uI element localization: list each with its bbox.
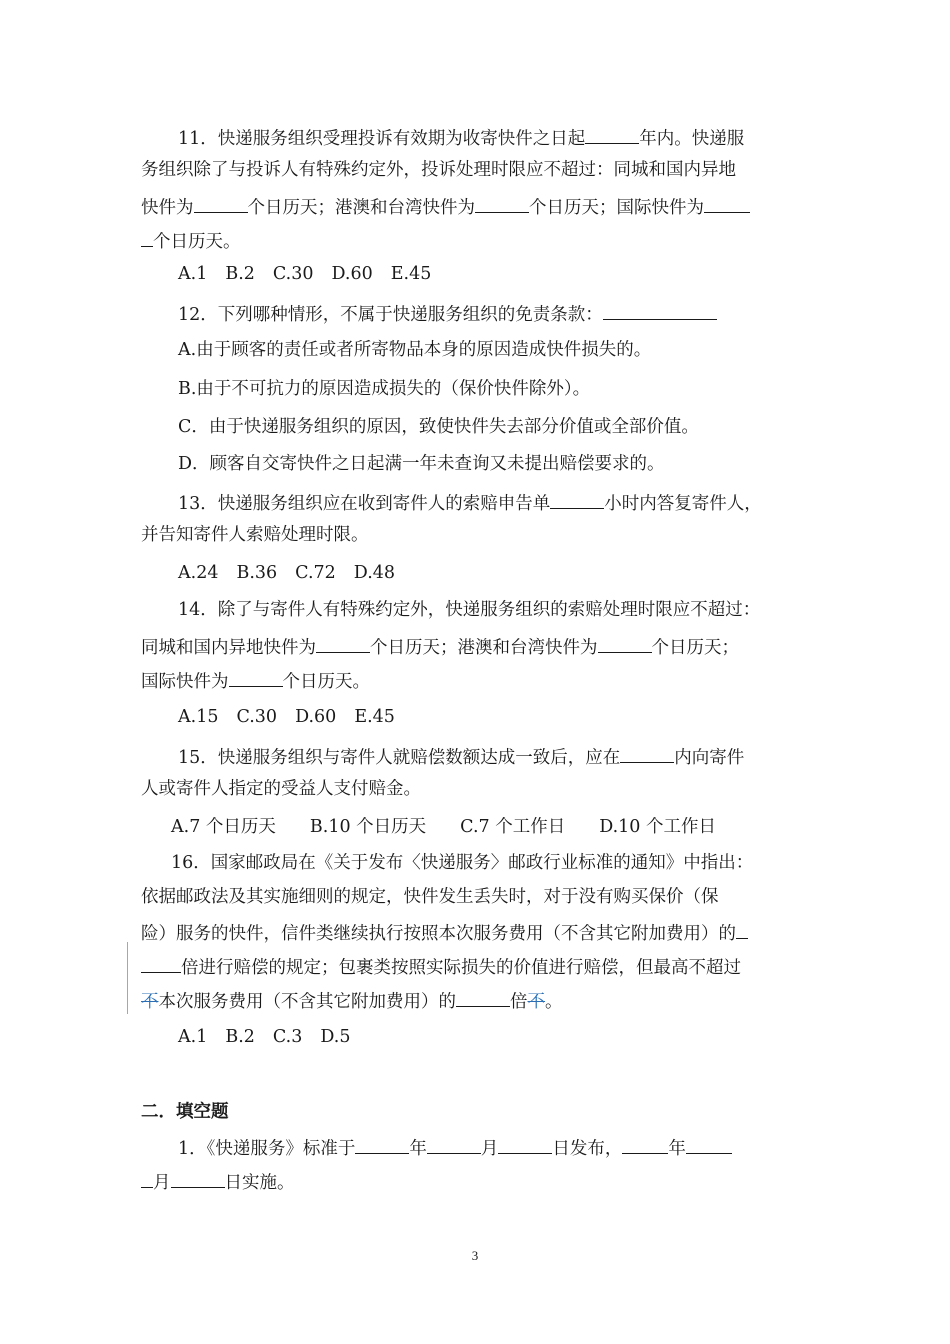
q16-line-2: 依据邮政法及其实施细则的规定，快件发生丢失时，对于没有购买保价（保 [141,887,719,907]
revision-change-bar [127,942,128,1014]
page-number: 3 [471,1248,479,1263]
q16-line-5 [141,987,563,1014]
q16-text: 倍 [510,992,528,1012]
q13-text: 小时内答复寄件人， [604,494,762,514]
option[interactable]: C.72 [295,563,336,583]
q13-line-2: 并告知寄件人索赔处理时限。 [141,525,369,545]
q11-text: 个日历天；国际快件为 [529,198,704,218]
fill-text: 月 [153,1173,171,1193]
q16-text: 本次服务费用（不含其它附加费用）的 [158,992,456,1012]
option[interactable]: A.24 [178,563,219,583]
answer-blank[interactable] [603,300,717,320]
option[interactable]: B.2 [225,264,255,284]
q15-options [171,815,750,839]
q11-text: 个日历天；港澳和台湾快件为 [247,198,475,218]
q12-option-a[interactable]: A.由于顾客的责任或者所寄物品本身的原因造成快件损失的。 [178,340,652,360]
q12-text: 12．下列哪种情形，不属于快递服务组织的免责条款： [178,305,603,325]
option[interactable]: D.48 [353,563,396,583]
q11-line-4 [141,227,241,254]
q15-text: 15．快递服务组织与寄件人就赔偿数额达成一致后，应在 [178,748,621,768]
q12-option-b[interactable]: B.由于不可抗力的原因造成损失的（保价快件除外）。 [178,379,591,399]
answer-blank[interactable] [498,1134,552,1154]
q16-line-3 [141,919,748,946]
answer-blank[interactable] [171,1168,225,1188]
q14-text: 个日历天。 [282,672,370,692]
q16-text: 。 [545,992,563,1012]
q11-text: 个日历天。 [153,232,241,252]
q14-text: 个日历天；港澳和台湾快件为 [370,638,598,658]
q14-text: 个日历天； [651,638,739,658]
answer-blank[interactable] [141,227,153,247]
q14-line-1: 14．除了与寄件人有特殊约定外，快递服务组织的索赔处理时限应不超过： [178,600,761,620]
fill-text: 日发布， [552,1139,623,1159]
q11-line-2: 务组织除了与投诉人有特殊约定外，投诉处理时限应不超过：同城和国内异地 [141,160,736,180]
answer-blank[interactable] [704,193,750,213]
section-heading: 二．填空题 [141,1102,229,1122]
deleted-text: 不 [527,992,545,1012]
q15-line-1 [178,743,744,770]
answer-blank[interactable] [456,987,510,1007]
answer-blank[interactable] [736,919,748,939]
answer-blank[interactable] [141,1168,153,1188]
option[interactable]: A.7 个日历天 [171,817,276,837]
answer-blank[interactable] [686,1134,732,1154]
option[interactable]: C.7 个工作日 [460,817,566,837]
q16-options [178,1025,368,1049]
q11-text: 快件为 [141,198,194,218]
option[interactable]: E.45 [390,264,432,284]
option[interactable]: A.1 [178,264,208,284]
deleted-text: 不 [141,992,159,1012]
option[interactable]: D.60 [295,707,337,727]
q12-stem [178,300,717,327]
option[interactable]: B.10 个日历天 [309,817,427,837]
q13-text: 13．快递服务组织应在收到寄件人的索赔申告单 [178,494,551,514]
option[interactable]: E.45 [354,707,395,727]
answer-blank[interactable] [622,1134,668,1154]
answer-blank[interactable] [598,633,652,653]
q11-options [178,262,449,286]
answer-blank[interactable] [229,667,283,687]
q11-text: 年内。快递服 [639,129,745,149]
q14-line-3 [141,667,370,694]
answer-blank[interactable] [620,743,674,763]
option[interactable]: C.30 [236,707,278,727]
fill-text: 1．《快递服务》标准于 [178,1139,356,1159]
answer-blank[interactable] [475,193,529,213]
answer-blank[interactable] [194,193,248,213]
option[interactable]: D.10 个工作日 [599,817,717,837]
q14-text: 国际快件为 [141,672,229,692]
q16-text: 险）服务的快件，信件类继续执行按照本次服务费用（不含其它附加费用）的 [141,924,736,944]
answer-blank[interactable] [550,489,604,509]
q13-line-1 [178,489,762,516]
option[interactable]: D.60 [331,264,373,284]
option[interactable]: B.2 [225,1027,255,1047]
q14-options [178,705,413,729]
q14-line-2 [141,633,739,660]
fill-text: 年 [668,1139,686,1159]
fill-text: 年 [409,1139,427,1159]
q15-line-2: 人或寄件人指定的受益人支付赔金。 [141,779,421,799]
option[interactable]: B.36 [236,563,278,583]
q11-line-1 [178,124,744,151]
q11-line-3 [141,193,750,220]
fill-q1-line-2 [141,1168,295,1195]
q12-option-d[interactable]: D．顾客自交寄快件之日起满一年未查询又未提出赔偿要求的。 [178,454,665,474]
answer-blank[interactable] [585,124,639,144]
q16-line-1: 16．国家邮政局在《关于发布〈快递服务〉邮政行业标准的通知》中指出： [171,853,754,873]
answer-blank[interactable] [355,1134,409,1154]
answer-blank[interactable] [141,953,181,973]
q12-option-c[interactable]: C．由于快递服务组织的原因，致使快件失去部分价值或全部价值。 [178,417,699,437]
option[interactable]: D.5 [320,1027,351,1047]
answer-blank[interactable] [316,633,370,653]
fill-text: 日实施。 [224,1173,295,1193]
q15-text: 内向寄件 [674,748,745,768]
q16-text: 倍进行赔偿的规定；包裹类按照实际损失的价值进行赔偿，但最高不超过 [181,958,741,978]
q13-options [178,561,413,585]
option[interactable]: C.3 [272,1027,303,1047]
q16-line-4 [141,953,741,980]
answer-blank[interactable] [427,1134,481,1154]
fill-text: 月 [480,1139,499,1159]
option[interactable]: A.15 [178,707,219,727]
option[interactable]: C.30 [272,264,314,284]
fill-q1-line-1 [178,1134,732,1161]
q14-text: 同城和国内异地快件为 [141,638,316,658]
option[interactable]: A.1 [178,1027,208,1047]
q11-text: 11．快递服务组织受理投诉有效期为收寄快件之日起 [178,129,586,149]
